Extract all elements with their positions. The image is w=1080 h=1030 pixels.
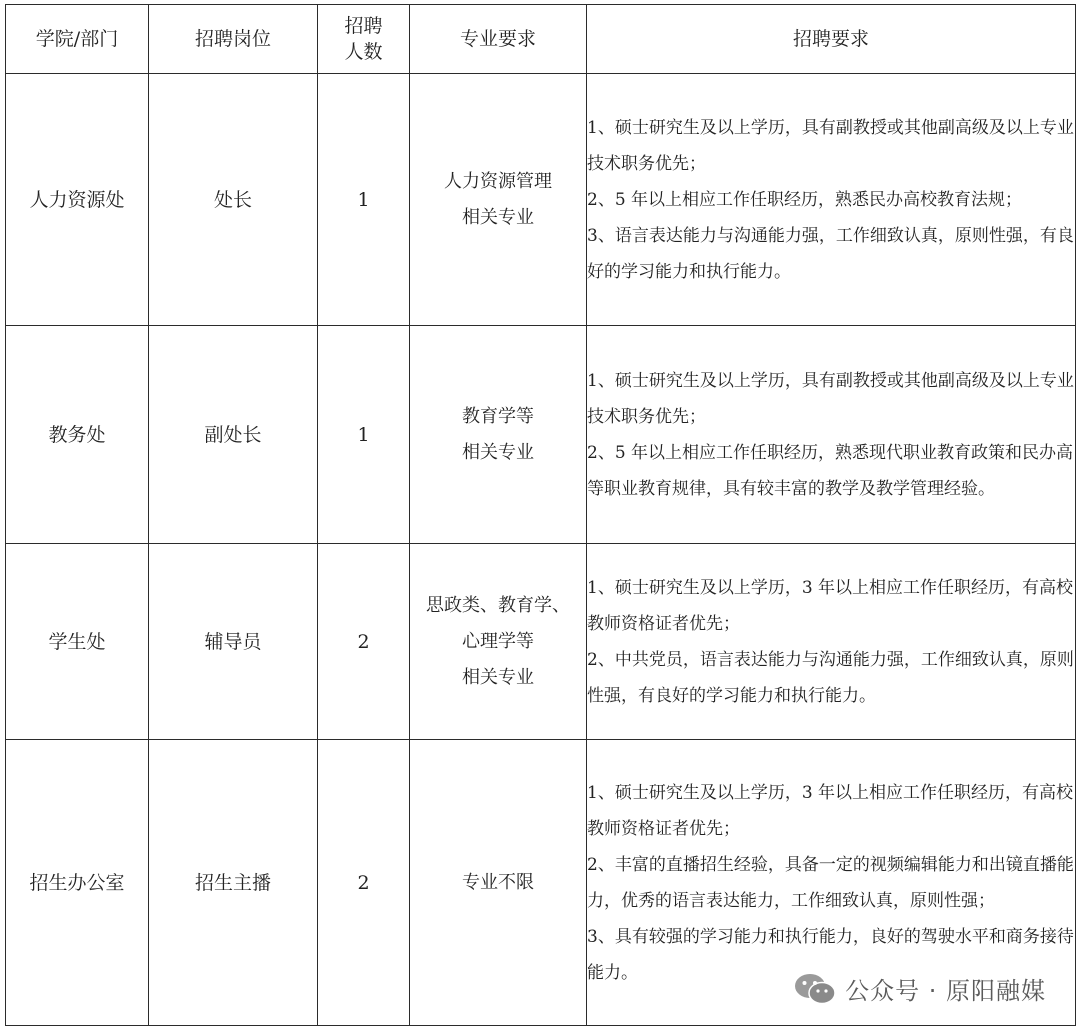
count-cell: 1 [318,326,410,544]
dept-cell: 学生处 [6,544,149,740]
dept-cell: 招生办公室 [6,740,149,1026]
table-row [6,326,1076,544]
position-cell: 招生主播 [149,740,318,1026]
header-count-line2: 人数 [344,41,383,63]
requirement-item: 2、5 年以上相应工作任职经历，熟悉民办高校教育法规； [587,189,1023,210]
major-cell [410,326,587,544]
dept-cell: 教务处 [6,326,149,544]
major-cell [410,740,587,1026]
requirement-item: 1、硕士研究生及以上学历，具有副教授或其他副高级及以上专业技术职务优先； [587,370,1074,427]
header-dept: 学院/部门 [6,5,149,74]
wechat-icon [793,972,837,1006]
major-line: 心理学等 [462,630,534,652]
requirement-item: 2、5 年以上相应工作任职经历，熟悉现代职业教育政策和民办高等职业教育规律，具有较丰富的教学及教学管理经验。 [587,442,1074,499]
position-cell: 副处长 [149,326,318,544]
header-count-line1: 招聘 [344,15,383,37]
header-major: 专业要求 [410,5,587,74]
header-position: 招聘岗位 [149,5,318,74]
major-line: 思政类、教育学、 [426,594,570,616]
requirement-item: 2、中共党员，语言表达能力与沟通能力强，工作细致认真，原则性强，有良好的学习能力和执行能力。 [587,649,1074,706]
table-row [6,74,1076,326]
position-cell: 处长 [149,74,318,326]
recruitment-table [5,4,1076,1026]
requirement-item: 1、硕士研究生及以上学历，3 年以上相应工作任职经历，有高校教师资格证者优先； [587,782,1074,839]
major-line: 相关专业 [462,206,534,228]
major-cell [410,74,587,326]
major-line: 人力资源管理 [444,170,552,192]
major-line: 专业不限 [462,871,534,893]
major-line: 相关专业 [462,441,534,463]
requirement-item: 3、具有较强的学习能力和执行能力，良好的驾驶水平和商务接待能力。 [587,926,1074,983]
requirements-cell [587,544,1076,740]
requirement-item: 1、硕士研究生及以上学历，3 年以上相应工作任职经历，有高校教师资格证者优先； [587,577,1074,634]
position-cell: 辅导员 [149,544,318,740]
table-row [6,544,1076,740]
requirement-item: 3、语言表达能力与沟通能力强，工作细致认真，原则性强，有良好的学习能力和执行能力。 [587,225,1074,282]
major-line: 相关专业 [462,666,534,688]
major-cell [410,544,587,740]
count-cell: 2 [318,740,410,1026]
requirements-cell [587,326,1076,544]
count-cell: 2 [318,544,410,740]
requirement-item: 2、丰富的直播招生经验，具备一定的视频编辑能力和出镜直播能力，优秀的语言表达能力，工作细致认真，原则性强； [587,854,1074,911]
watermark [793,971,1046,1006]
requirements-cell [587,74,1076,326]
count-cell: 1 [318,74,410,326]
dept-cell: 人力资源处 [6,74,149,326]
requirement-item: 1、硕士研究生及以上学历，具有副教授或其他副高级及以上专业技术职务优先； [587,117,1074,174]
major-line: 教育学等 [462,405,534,427]
watermark-text: 公众号 · 原阳融媒 [845,977,1046,1005]
header-requirements: 招聘要求 [587,5,1076,74]
header-count [318,5,410,74]
table-header-row [6,5,1076,74]
